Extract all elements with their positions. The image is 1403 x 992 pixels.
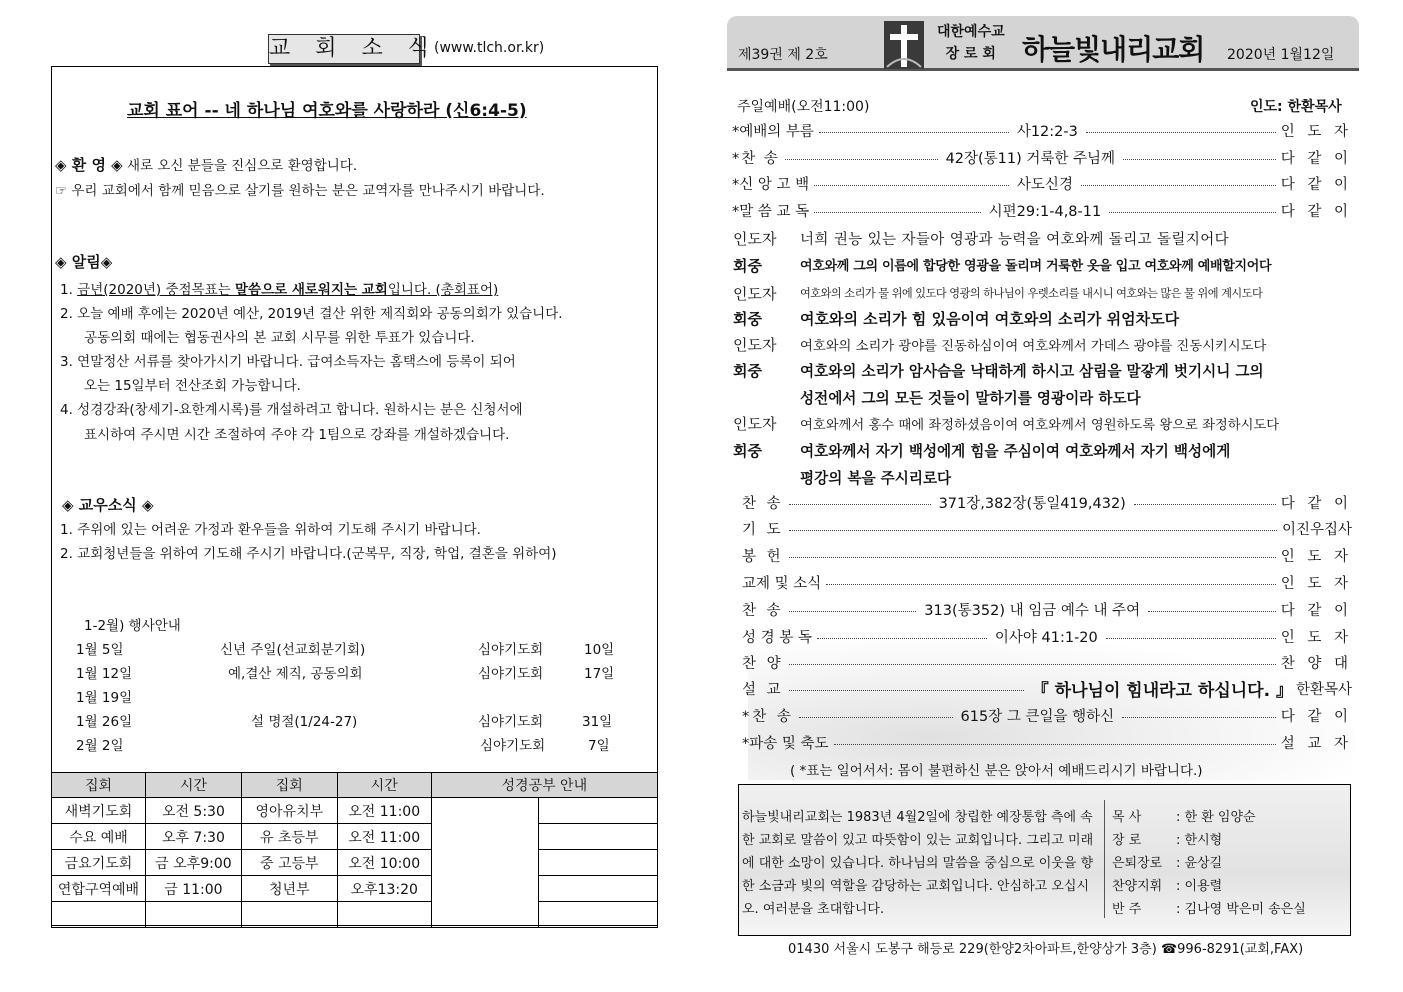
staff-row — [1112, 806, 1306, 829]
table-cell: 청년부 — [241, 876, 337, 902]
staff-role: 목 사 — [1112, 810, 1142, 825]
reading-text: 여호와께 그의 이름에 합당한 영광을 돌리며 거룩한 옷을 입고 여호와께 예배할지어다 — [800, 259, 1272, 274]
order-leader: 설 교 자 — [1280, 735, 1352, 752]
reading-text: 여호와의 소리가 힘 있음이여 여호와의 소리가 위엄차도다 — [800, 310, 1180, 328]
reading-text: 너희 권능 있는 자들아 영광과 능력을 여호와께 돌리고 돌릴지어다 — [800, 232, 1230, 248]
table-cell — [145, 902, 241, 928]
welcome-heading: ◈ 환 영 ◈ — [55, 156, 123, 174]
order-item — [742, 650, 1352, 674]
event-name: 설 명절(1/24-27) — [251, 714, 358, 730]
order-item — [742, 703, 1352, 727]
church-name: 하늘빛내리교회 — [1022, 33, 1205, 66]
order-item — [742, 730, 1352, 754]
col-header: 시간 — [337, 773, 431, 798]
notice-1-highlight: 말씀으로 새로워지는 교회 — [234, 282, 388, 298]
order-leader: 다 같 이 — [1280, 495, 1353, 512]
event-prayer: 심야기도회 — [480, 738, 546, 754]
volume-number: 제39권 제 2호 — [738, 47, 828, 63]
table-cell: 중 고등부 — [241, 850, 337, 876]
table-cell: 오전 11:00 — [337, 798, 431, 824]
reading-text: 여호와께서 홍수 때에 좌정하셨음이여 여호와께서 영원하도록 왕으로 좌정하시도다 — [800, 418, 1280, 433]
table-cell: 금 오후9:00 — [145, 850, 241, 876]
reading-role: 인도자 — [733, 285, 777, 303]
order-text: 42장(통11) 거룩한 주님께 — [945, 150, 1116, 167]
table-cell: 유 초등부 — [241, 824, 337, 850]
bible-study-cell — [539, 824, 658, 850]
event-date: 1월 19일 — [76, 690, 133, 706]
website-url[interactable]: (www.tlch.or.kr) — [434, 40, 545, 56]
table-cell: 새벽기도회 — [52, 798, 146, 824]
cross-logo-icon — [884, 21, 924, 69]
order-item — [742, 516, 1352, 540]
member-news-2: 2. 교회청년들을 위하여 기도해 주시기 바랍니다.(군복무, 직장, 학업, 결혼을 위하여) — [60, 546, 557, 562]
reading-text: 여호와께서 자기 백성에게 힘을 주심이여 여호와께서 자기 백성에게 — [800, 443, 1231, 460]
notice-4a: 4. 성경강좌(창세기-요한계시록)를 개설하려고 합니다. 원하시는 분은 신청서에 — [60, 402, 523, 418]
service-title: 주일예배(오전11:00) — [737, 99, 870, 115]
table-cell: 연합구역예배 — [52, 876, 146, 902]
order-item — [742, 597, 1352, 621]
staff-name: : 한시형 — [1176, 833, 1223, 848]
welcome-invite: ☞ 우리 교회에서 함께 믿음으로 살기를 원하는 분은 교역자를 만나주시기 바랍니다. — [55, 183, 545, 199]
order-text: 313(통352) 내 임금 예수 내 주여 — [924, 602, 1141, 619]
reading-text: 여호와의 소리가 광야를 진동하심이여 여호와께서 가데스 광야를 진동시키시도다 — [800, 339, 1267, 354]
table-cell: 오전 10:00 — [337, 850, 431, 876]
staff-row — [1112, 829, 1306, 852]
table-header-row — [52, 773, 658, 798]
bible-study-cell — [431, 798, 539, 928]
bible-study-cell — [539, 850, 658, 876]
event-date: 2월 2일 — [76, 738, 124, 754]
welcome-line — [55, 154, 357, 175]
denomination-line-2: 장 로 회 — [945, 46, 996, 62]
reading-role: 인도자 — [733, 415, 777, 433]
order-item — [742, 676, 1352, 700]
staff-role: 찬양지휘 — [1112, 879, 1163, 894]
reading-text-cont: 평강의 복을 주시리로다 — [800, 470, 952, 487]
col-header-bible-study: 성경공부 안내 — [431, 773, 657, 798]
welcome-text: 새로 오신 분들을 진심으로 환영합니다. — [127, 158, 358, 174]
order-leader: 다 같 이 — [1280, 176, 1353, 193]
bible-study-cell — [539, 902, 658, 928]
church-address: 01430 서울시 도봉구 해등로 229(한양2차아파트,한양상가 3층) ☎996-8291(교회,FAX) — [788, 942, 1304, 957]
reading-role: 회중 — [733, 442, 762, 460]
col-header: 집회 — [241, 773, 337, 798]
event-date: 1월 12일 — [76, 666, 133, 682]
table-cell: 오후13:20 — [337, 876, 431, 902]
order-text: 이사야 41:1-20 — [994, 629, 1098, 646]
staff-name: : 이용렬 — [1176, 879, 1223, 894]
order-text: 시편29:1-4,8-11 — [988, 203, 1102, 220]
order-item — [732, 171, 1352, 195]
table-cell: 금 11:00 — [145, 876, 241, 902]
staff-name: : 김나영 박은미 송은실 — [1176, 902, 1306, 917]
staff-list — [1112, 806, 1306, 921]
order-item — [742, 570, 1352, 594]
order-item — [732, 198, 1352, 222]
presider: 인도: 한환목사 — [1250, 99, 1342, 115]
members-heading: ◈ 교우소식 ◈ — [62, 496, 154, 514]
staff-name: : 한 환 임양순 — [1176, 810, 1256, 825]
table-row — [52, 876, 658, 902]
notice-1-goal — [77, 282, 498, 298]
event-prayer: 심야기도회 — [478, 642, 544, 658]
news-title: 교 회 소 식 — [268, 34, 420, 64]
order-label: 봉 헌 — [742, 548, 784, 565]
notice-2b: 공동의회 때에는 협동권사의 본 교회 시무를 위한 투표가 있습니다. — [84, 330, 475, 346]
table-row — [52, 850, 658, 876]
notice-3a: 3. 연말정산 서류를 찾아가시기 바랍니다. 급여소득자는 홈택스에 등록이 되어 — [60, 354, 516, 370]
notice-4b: 표시하여 주시면 시간 조절하여 주야 각 1팀으로 강좌를 개설하겠습니다. — [84, 427, 510, 443]
order-text: 371장,382장(통일419,432) — [938, 495, 1126, 512]
col-header: 집회 — [52, 773, 146, 798]
notice-3b: 오는 15일부터 전산조회 가능합니다. — [84, 378, 301, 394]
church-introduction: 하늘빛내리교회는 1983년 4월2일에 창립한 예장통합 측에 속한 교회로 말씀이 있고 따뜻함이 있는 교회입니다. 그리고 미래에 대한 소망이 있습니다. 하나님의 말씀을 중심으로 이웃을 향한 소금과 빛의 역할을 감당하는 교회입니다. 안심하고 오십시오. 여러분을 초대합니다. — [742, 810, 1094, 917]
notices-heading: ◈ 알림◈ — [55, 253, 113, 271]
event-name: 예,결산 제직, 공동의회 — [228, 666, 363, 682]
event-prayer-day: 10일 — [584, 642, 615, 658]
order-label: 성 경 봉 독 — [742, 629, 812, 646]
order-label: *신 앙 고 백 — [732, 176, 810, 193]
notice-1-part-a: 금년(2020년) 중점목표는 — [77, 282, 235, 298]
staff-name: : 윤상길 — [1176, 856, 1223, 871]
order-leader: 다 같 이 — [1280, 602, 1352, 619]
event-name: 신년 주일(선교회분기회) — [220, 642, 366, 658]
bible-study-cell — [539, 798, 658, 824]
table-cell: 오전 11:00 — [337, 824, 431, 850]
member-news-1: 1. 주위에 있는 어려운 가정과 환우들을 위하여 기도해 주시기 바랍니다. — [60, 522, 481, 538]
event-date: 1월 5일 — [76, 642, 124, 658]
order-leader: 인 도 자 — [1280, 123, 1352, 140]
reading-role: 회중 — [733, 362, 762, 380]
order-label: 기 도 — [742, 521, 784, 538]
reading-text-cont: 성전에서 그의 모든 것들이 말하기를 영광이라 하도다 — [800, 390, 1141, 407]
order-leader: 이진우집사 — [1281, 521, 1352, 538]
standing-note: ( *표는 일어서서: 몸이 불편하신 분은 앉아서 예배드리시기 바랍니다.) — [790, 763, 1203, 779]
order-leader: 인 도 자 — [1280, 629, 1353, 646]
order-text: 사12:2-3 — [1016, 123, 1078, 140]
table-cell — [241, 902, 337, 928]
order-label: 찬 양 — [742, 655, 784, 672]
reading-role: 인도자 — [733, 336, 777, 354]
order-label: *찬 송 — [732, 150, 780, 167]
bulletin-date: 2020년 1월12일 — [1227, 47, 1335, 63]
table-row — [52, 902, 658, 928]
sermon-title: 『 하나님이 힘내라고 하십니다. 』 — [1031, 680, 1293, 701]
order-item — [732, 145, 1352, 169]
event-date: 1월 26일 — [76, 714, 133, 730]
notice-2a: 2. 오늘 예배 후에는 2020년 예산, 2019년 결산 위한 제직회와 공동의회가 있습니다. — [60, 306, 563, 322]
notice-1-part-c: 입니다. (총회표어) — [387, 282, 499, 298]
staff-row — [1112, 852, 1306, 875]
event-prayer: 심야기도회 — [478, 714, 544, 730]
staff-role: 은퇴장로 — [1112, 856, 1163, 871]
reading-role: 인도자 — [733, 230, 777, 248]
order-leader: 인 도 자 — [1280, 548, 1352, 565]
table-cell: 영아유치부 — [241, 798, 337, 824]
order-text: 사도신경 — [1016, 176, 1073, 193]
staff-role: 반 주 — [1112, 902, 1142, 917]
order-label: 찬 송 — [742, 495, 784, 512]
order-item — [742, 624, 1352, 648]
order-leader: 인 도 자 — [1280, 575, 1352, 592]
order-item — [742, 490, 1352, 514]
reading-role: 회중 — [733, 257, 762, 275]
event-prayer-day: 7일 — [588, 738, 610, 754]
table-cell: 오전 5:30 — [145, 798, 241, 824]
order-item — [732, 118, 1352, 142]
order-label: *파송 및 축도 — [742, 735, 829, 752]
reading-role: 회중 — [733, 310, 762, 328]
notice-1 — [60, 278, 498, 298]
order-leader: 다 같 이 — [1280, 150, 1352, 167]
events-heading: 1-2월) 행사안내 — [84, 618, 181, 634]
table-cell: 오후 7:30 — [145, 824, 241, 850]
table-cell: 금요기도회 — [52, 850, 146, 876]
order-leader: 다 같 이 — [1280, 203, 1353, 220]
order-label: *찬 송 — [742, 708, 794, 725]
order-label: 설 교 — [742, 681, 784, 698]
col-header: 시간 — [145, 773, 241, 798]
denomination-line-1: 대한예수교 — [937, 24, 1005, 40]
order-label: *예배의 부름 — [732, 123, 814, 140]
reading-text: 여호와의 소리가 물 위에 있도다 영광의 하나님이 우렛소리를 내시니 여호와는 많은 물 위에 계시도다 — [800, 287, 1263, 300]
order-item — [742, 543, 1352, 567]
denomination — [937, 21, 1005, 65]
staff-row — [1112, 875, 1306, 898]
order-leader: 한환목사 — [1295, 681, 1352, 698]
event-prayer-day: 31일 — [582, 714, 613, 730]
staff-role: 장 로 — [1112, 833, 1142, 848]
staff-row — [1112, 898, 1306, 921]
meeting-schedule-table — [51, 772, 658, 928]
event-prayer: 심야기도회 — [478, 666, 544, 682]
event-prayer-day: 17일 — [584, 666, 615, 682]
table-row — [52, 798, 658, 824]
order-leader: 찬 양 대 — [1280, 655, 1352, 672]
info-divider — [1104, 800, 1105, 918]
reading-text: 여호와의 소리가 암사슴을 낙태하게 하시고 삼림을 말갛게 벗기시니 그의 — [800, 363, 1264, 380]
church-motto: 교회 표어 -- 네 하나님 여호와를 사랑하라 (신6:4-5) — [127, 101, 527, 121]
notice-1-number: 1. — [60, 282, 78, 298]
table-row — [52, 824, 658, 850]
order-label: 교제 및 소식 — [742, 575, 822, 592]
order-text: 615장 그 큰일을 행하신 — [960, 708, 1115, 725]
table-cell — [52, 902, 146, 928]
table-cell — [337, 902, 431, 928]
order-label: *말 씀 교 독 — [732, 203, 810, 220]
order-leader: 다 같 이 — [1280, 708, 1352, 725]
bible-study-cell — [539, 876, 658, 902]
table-cell: 수요 예배 — [52, 824, 146, 850]
order-label: 찬 송 — [742, 602, 784, 619]
